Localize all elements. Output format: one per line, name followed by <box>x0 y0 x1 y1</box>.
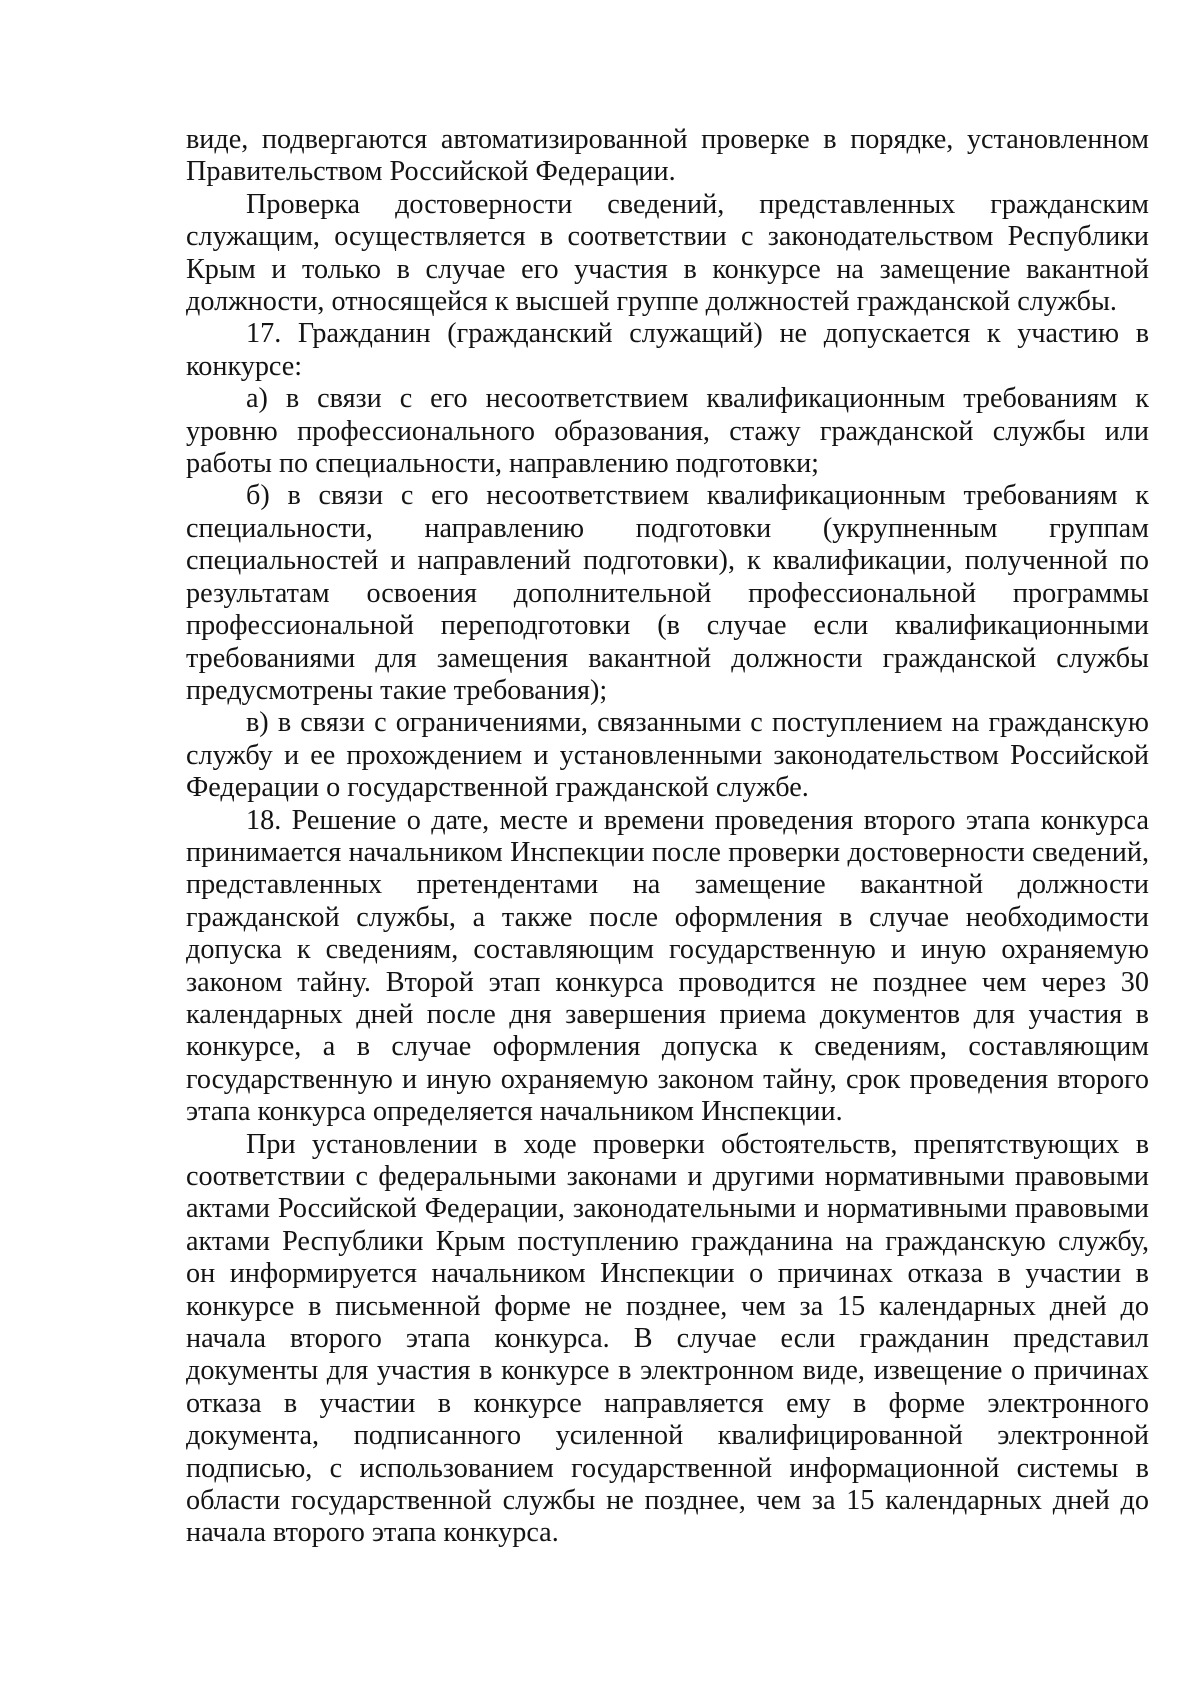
paragraph-17-v: в) в связи с ограничениями, связанными с поступлением на гражданскую службу и ее прохождением и установленными законодательством Российской Федерации о государственной гражданской службе. <box>186 707 1149 804</box>
paragraph-17-a: а) в связи с его несоответствием квалификационным требованиям к уровню профессионального образования, стажу гражданской службы или работы по специальности, направлению подготовки; <box>186 383 1149 480</box>
paragraph-verification: Проверка достоверности сведений, представленных гражданским служащим, осуществляется в соответствии с законодательством Республики Крым и только в случае его участия в конкурсе на замещение вакантной должности, относящейся к высшей группе должностей гражданской службы. <box>186 188 1149 318</box>
paragraph-continuation: виде, подвергаются автоматизированной проверке в порядке, установленном Правительством Российской Федерации. <box>186 124 1149 188</box>
paragraph-17-b: б) в связи с его несоответствием квалификационным требованиям к специальности, направлению подготовки (укрупненным группам специальностей и направлений подготовки), к квалификации, полученной по результатам освоения дополнительной профессиональной программы профессиональной переподготовки (в случае если квалификационными требованиями для замещения вакантной должности гражданской службы предусмотрены такие требования); <box>186 480 1149 706</box>
paragraph-17: 17. Гражданин (гражданский служащий) не допускается к участию в конкурсе: <box>186 318 1149 382</box>
paragraph-18: 18. Решение о дате, месте и времени проведения второго этапа конкурса принимается начальником Инспекции после проверки достоверности сведений, представленных претендентами на замещение вакантной должности гражданской службы, а также после оформления в случае необходимости допуска к сведениям, составляющим государственную и иную охраняемую законом тайну. Второй этап конкурса проводится не позднее чем через 30 календарных дней после дня завершения приема документов для участия в конкурсе, а в случае оформления допуска к сведениям, составляющим государственную и иную охраняемую законом тайну, срок проведения второго этапа конкурса определяется начальником Инспекции. <box>186 804 1149 1128</box>
paragraph-refusal-notice: При установлении в ходе проверки обстоятельств, препятствующих в соответствии с федеральными законами и другими нормативными правовыми актами Российской Федерации, законодательными и нормативными правовыми актами Республики Крым поступлению гражданина на гражданскую службу, он информируется начальником Инспекции о причинах отказа в участии в конкурсе в письменной форме не позднее, чем за 15 календарных дней до начала второго этапа конкурса. В случае если гражданин представил документы для участия в конкурсе в электронном виде, извещение о причинах отказа в участии в конкурсе направляется ему в форме электронного документа, подписанного усиленной квалифицированной электронной подписью, с использованием государственной информационной системы в области государственной службы не позднее, чем за 15 календарных дней до начала второго этапа конкурса. <box>186 1128 1149 1549</box>
document-body <box>186 124 1149 1550</box>
